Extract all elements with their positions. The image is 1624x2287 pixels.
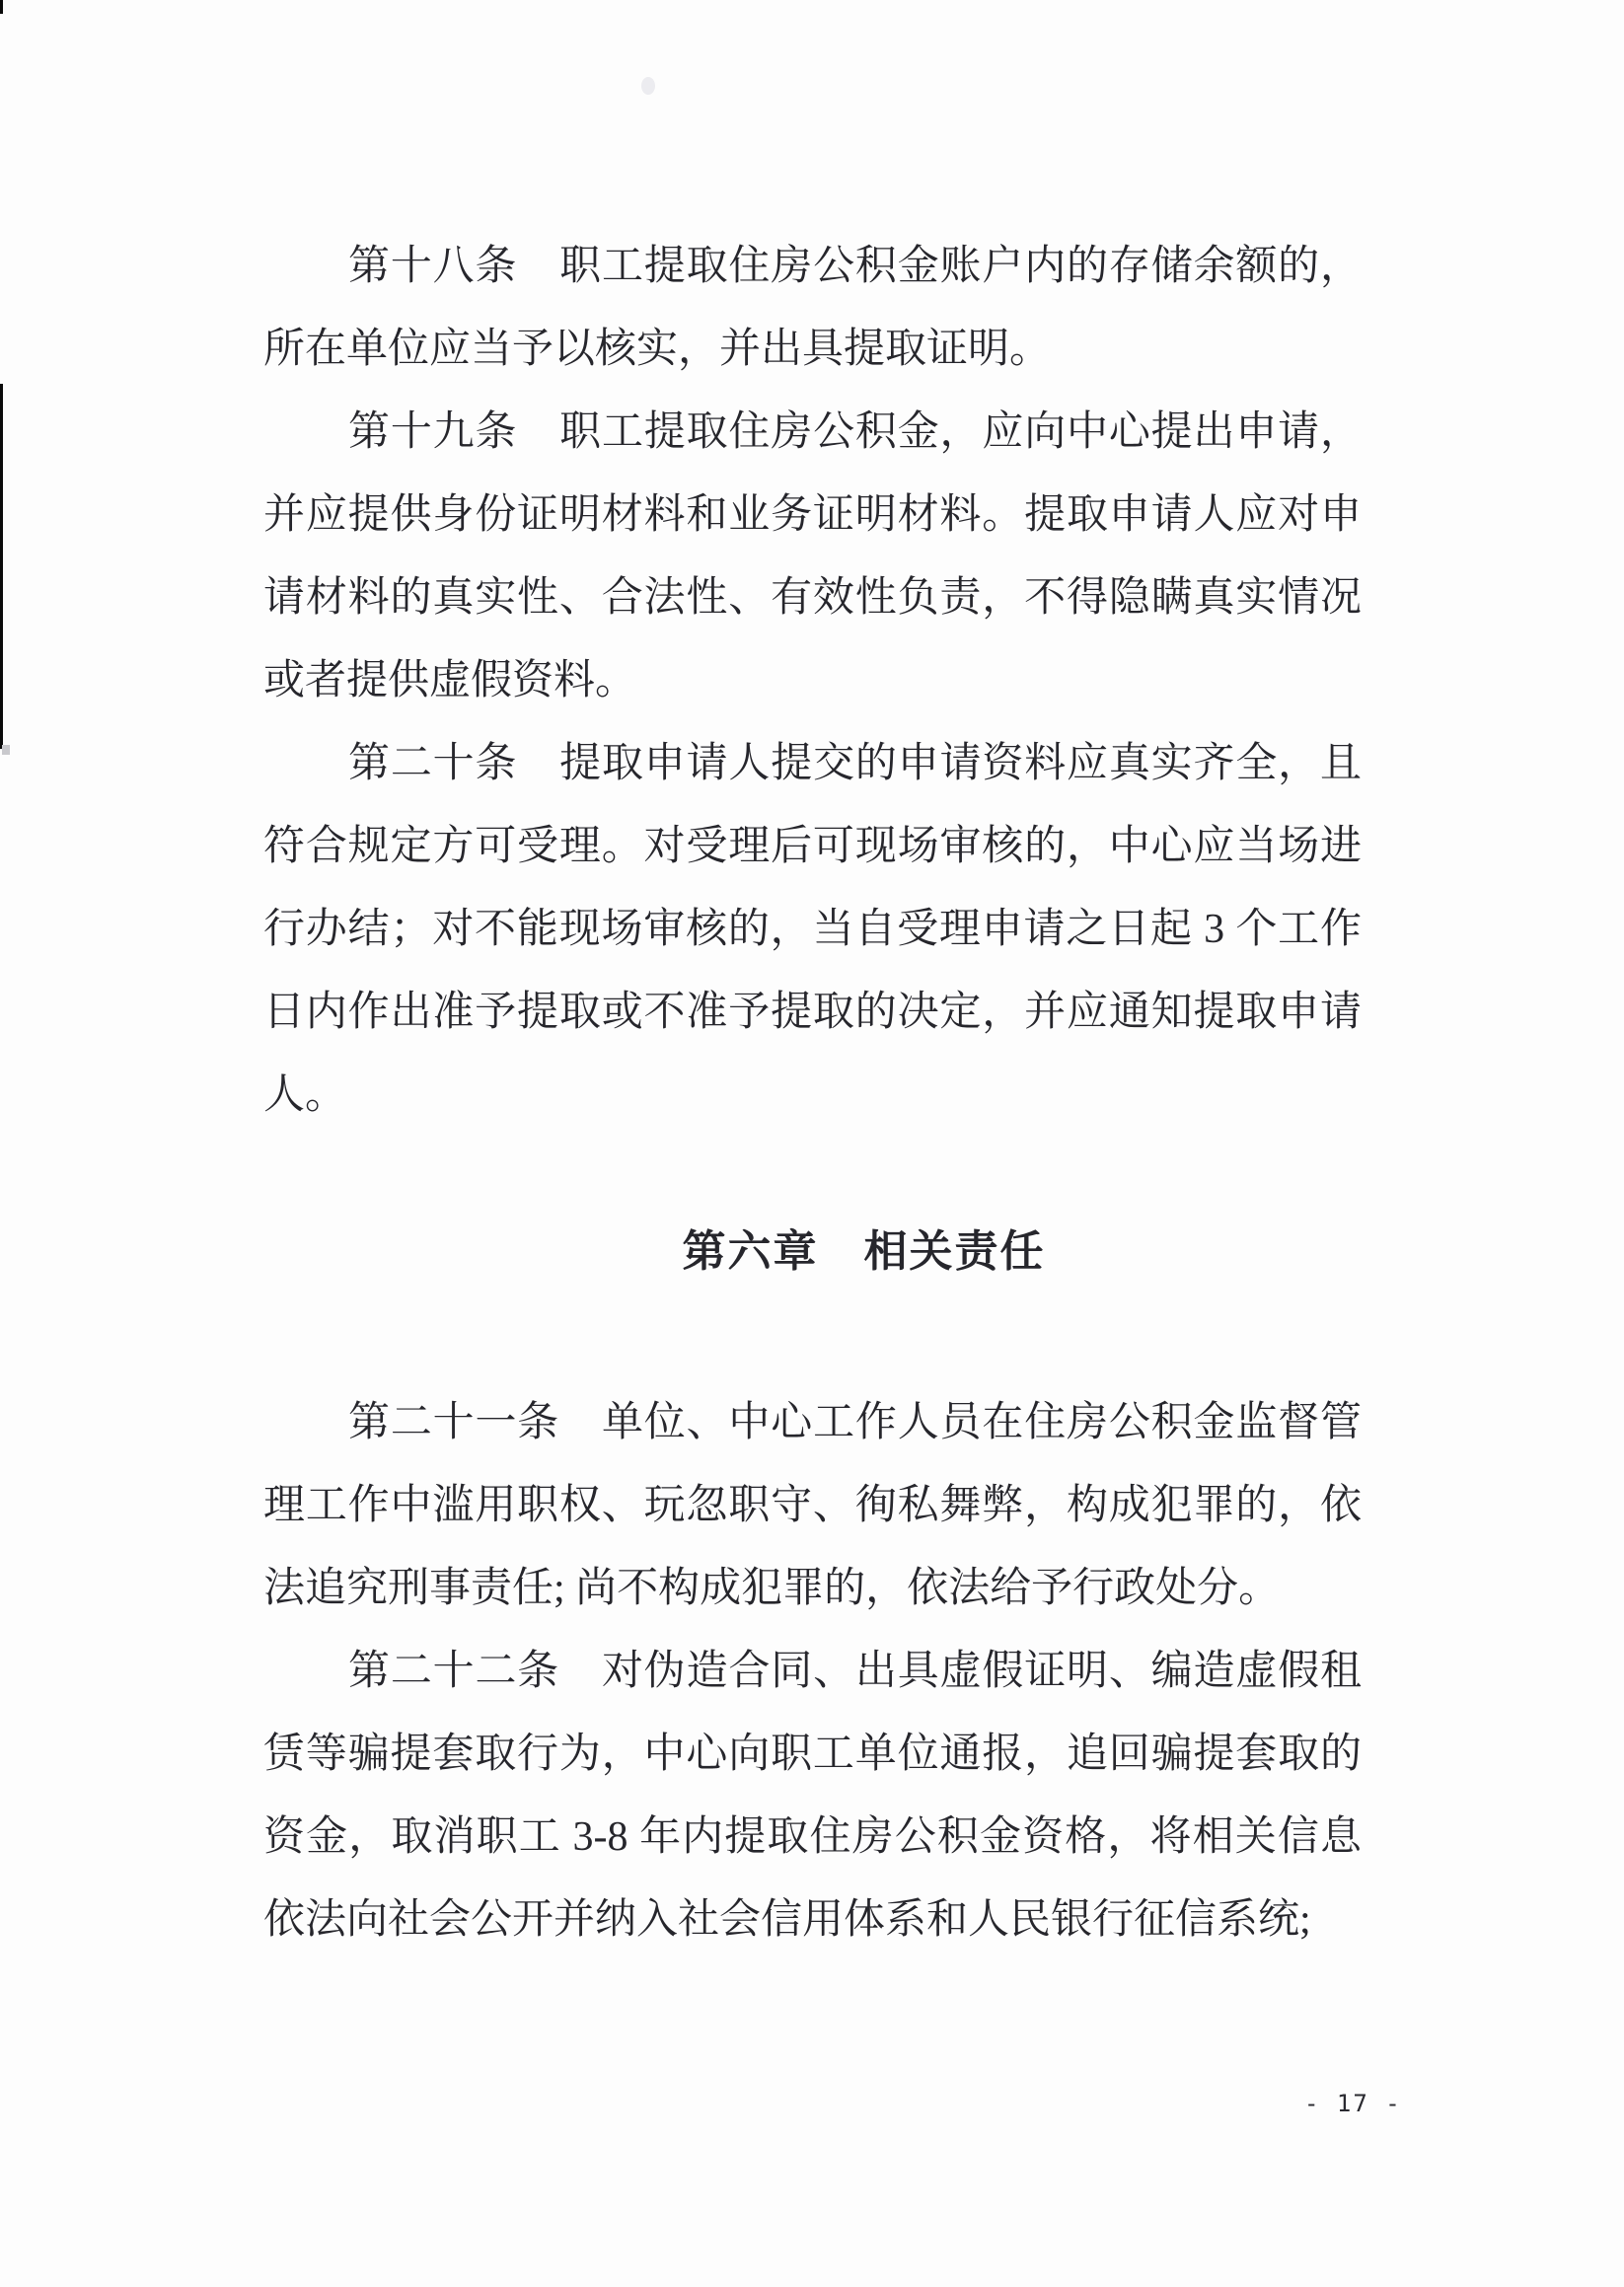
article-paragraph-18: 第十八条 职工提取住房公积金账户内的存储余额的，所在单位应当予以核实，并出具提取证明。 [263,244,1362,372]
article-paragraph-20: 第二十条 提取申请人提交的申请资料应真实齐全，且符合规定方可受理。对受理后可现场审核的，中心应当场进行办结；对不能现场审核的，当自受理申请之日起 3 个工作日内作出准予提取或不准予提取的决定，并应通知提取申请人。 [263,741,1362,1118]
scan-speck [2,745,10,755]
scan-edge-mark-top [0,0,3,14]
page-content [263,225,1362,1961]
article-paragraph-22: 第二十二条 对伪造合同、出具虚假证明、编造虚假租赁等骗提套取行为，中心向职工单位通报，追回骗提套取的资金，取消职工 3-8 年内提取住房公积金资格，将相关信息依法向社会公开并纳入社会信用体系和人民银行征信系统; [263,1649,1362,1943]
scan-edge-line [0,384,3,749]
page-number: - 17 - [1304,2090,1402,2117]
scan-smudge [641,77,655,95]
article-paragraph-21: 第二十一条 单位、中心工作人员在住房公积金监督管理工作中滥用职权、玩忽职守、徇私舞弊，构成犯罪的，依法追究刑事责任; 尚不构成犯罪的，依法给予行政处分。 [263,1400,1362,1611]
chapter-heading: 第六章 相关责任 [682,1227,1046,1276]
article-paragraph-19: 第十九条 职工提取住房公积金，应向中心提出申请，并应提供身份证明材料和业务证明材料。提取申请人应对申请材料的真实性、合法性、有效性负责，不得隐瞒真实情况或者提供虚假资料。 [263,409,1362,703]
